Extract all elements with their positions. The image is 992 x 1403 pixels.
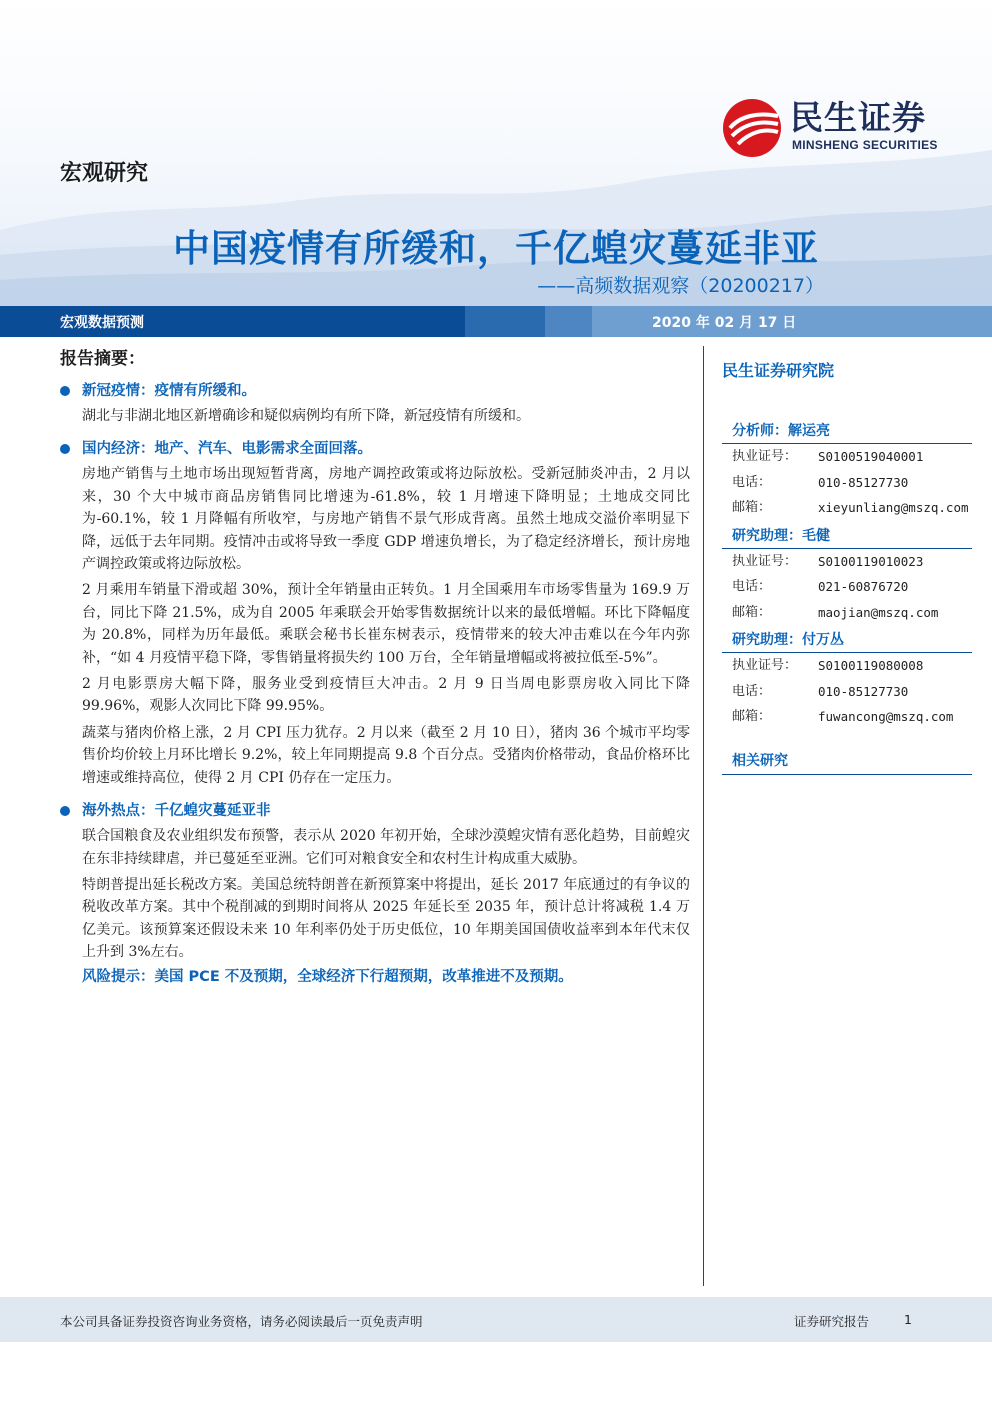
analyst-heading: 分析师：解运亮: [722, 416, 972, 444]
analyst-row: [722, 574, 972, 600]
column-divider: [703, 346, 704, 1286]
paragraph: 湖北与非湖北地区新增确诊和疑似病例均有所下降，新冠疫情有所缓和。: [82, 408, 530, 424]
row-key: 邮箱：: [732, 500, 772, 515]
row-value: 021-60876720: [818, 579, 909, 594]
paragraph: 2 月乘用车销量下滑或超 30%，预计全年销量由正转负。1 月全国乘用车市场零售量为 169.9 万台，同比下降 21.5%，成为自 2005 年乘联会开始零售数据统计以来的最低增幅。环比下降幅度为 20.8%，同样为历年最低。乘联会秘书长崔东树表示，疫情带来的较大冲击难以在今年内弥补，“如 4 月疫情平稳下降，零售销量将损失约 100 万台，全年销量增幅或将被拉低至-5%”。: [82, 582, 690, 666]
analyst-row: [722, 549, 972, 575]
bullet-icon: [60, 386, 70, 396]
report-date: 2020 年 02 月 17 日: [652, 315, 797, 331]
summary-column: [60, 340, 690, 988]
row-key: 执业证号：: [732, 553, 798, 569]
analyst-row: [722, 470, 972, 496]
paragraph: 蔬菜与猪肉价格上涨，2 月 CPI 压力犹存。2 月以来（截至 2 月 10 日），猪肉 36 个城市平均零售价均价较上月环比增长 9.2%，较上年同期提高 9.8 个百分点。受猪肉价格带动，食品价格环比增速或维持高位，使得 2 月 CPI 仍存在一定压力。: [82, 724, 690, 786]
section-heading-text: 新冠疫情：疫情有所缓和。: [82, 383, 256, 399]
row-value: S0100119010023: [818, 553, 924, 569]
bullet-icon: [60, 444, 70, 454]
analyst-row: [722, 444, 972, 470]
row-value[interactable]: xieyunliang@mszq.com: [818, 500, 969, 515]
row-value: 010-85127730: [818, 474, 909, 490]
report-title: 中国疫情有所缓和，千亿蝗灾蔓延非亚: [173, 227, 819, 270]
band-label: 宏观数据预测: [60, 315, 144, 331]
row-value[interactable]: maojian@mszq.com: [818, 604, 939, 620]
paragraph: 特朗普提出延长税改方案。美国总统特朗普在新预算案中将提出，延长 2017 年底通过的有争议的税收改革方案。其中个税削减的到期时间将从 2025 年延长至 2035 年，预计总计将减税 1.4 万亿美元。该预算案还假设未来 10 年利率仍处于历史低位，10 年期美国国债收益率到本年代末仅上升到 3%左右。: [82, 876, 690, 961]
report-subtitle: ——高频数据观察（20200217）: [537, 275, 824, 297]
row-value: S0100119080008: [818, 658, 924, 673]
section-heading: [60, 381, 690, 401]
analyst-sidebar: [722, 350, 972, 775]
risk-warning: 风险提示：美国 PCE 不及预期，全球经济下行超预期，改革推进不及预期。: [82, 968, 573, 985]
row-key: 执业证号：: [732, 449, 798, 464]
footer-report-type: 证券研究报告: [794, 1314, 870, 1329]
row-key: 邮箱：: [732, 709, 772, 724]
summary-title: 报告摘要：: [60, 349, 145, 369]
logo-chinese-name: 民生证券: [790, 98, 926, 137]
row-value[interactable]: fuwancong@mszq.com: [818, 709, 954, 724]
footer-disclaimer: 本公司具备证券投资咨询业务资格，请务必阅读最后一页免责声明: [60, 1314, 423, 1329]
report-category: 宏观研究: [60, 161, 149, 186]
paragraph: 房地产销售与土地市场出现短暂背离，房地产调控政策或将边际放松。受新冠肺炎冲击，2 月以来，30 个大中城市商品房销售同比增速为-61.8%，较 1 月增速下降明显；土地成交同比为-60.1%，较 1 月降幅有所收窄，与房地产销售不景气形成背离。虽然土地成交溢价率明显下降，远低于去年同期。疫情冲击或将导致一季度 GDP 增速负增长，为了稳定经济增长，预计房地产调控政策或将边际放松。: [82, 466, 690, 573]
paragraph: 2 月电影票房大幅下降，服务业受到疫情巨大冲击。2 月 9 日当周电影票房收入同比下降 99.96%，观影人次同比下降 99.95%。: [82, 676, 690, 715]
analyst-row: [722, 704, 972, 730]
section-heading-text: 国内经济：地产、汽车、电影需求全面回落。: [82, 441, 372, 458]
row-value: S0100519040001: [818, 449, 924, 464]
analyst-heading: 研究助理：付万丛: [722, 625, 972, 653]
analyst-row: [722, 679, 972, 705]
analyst-row: [722, 600, 972, 626]
paragraph: 联合国粮食及农业组织发布预警，表示从 2020 年初开始，全球沙漠蝗灾情有恶化趋势，目前蝗灾在东非持续肆虐，并已蔓延至亚洲。它们可对粮食安全和农村生计构成重大威胁。: [82, 828, 690, 867]
info-band: [0, 306, 992, 337]
section-heading: [60, 439, 690, 459]
analyst-row: [722, 495, 972, 521]
band-segment: [545, 306, 592, 337]
institute-name: 民生证券研究院: [722, 361, 835, 380]
row-value: 010-85127730: [818, 683, 909, 699]
header-banner: [0, 0, 992, 306]
section-heading-text: 海外热点：千亿蝗灾蔓延亚非: [82, 803, 271, 820]
row-key: 执业证号：: [732, 658, 798, 673]
band-segment: [465, 306, 545, 337]
row-key: 邮箱：: [732, 604, 772, 620]
page-number: 1: [904, 1312, 912, 1327]
company-logo: [722, 98, 962, 158]
page-footer: [0, 1297, 992, 1342]
row-key: 电话：: [732, 579, 772, 594]
row-key: 电话：: [732, 474, 772, 490]
row-key: 电话：: [732, 683, 772, 699]
analyst-row: [722, 653, 972, 679]
related-research-heading: 相关研究: [722, 750, 972, 775]
section-heading: [60, 801, 690, 821]
logo-english-name: MINSHENG SECURITIES: [792, 138, 938, 152]
analyst-heading: 研究助理：毛健: [722, 521, 972, 549]
bullet-icon: [60, 806, 70, 816]
minsheng-logo-icon: [722, 98, 784, 158]
